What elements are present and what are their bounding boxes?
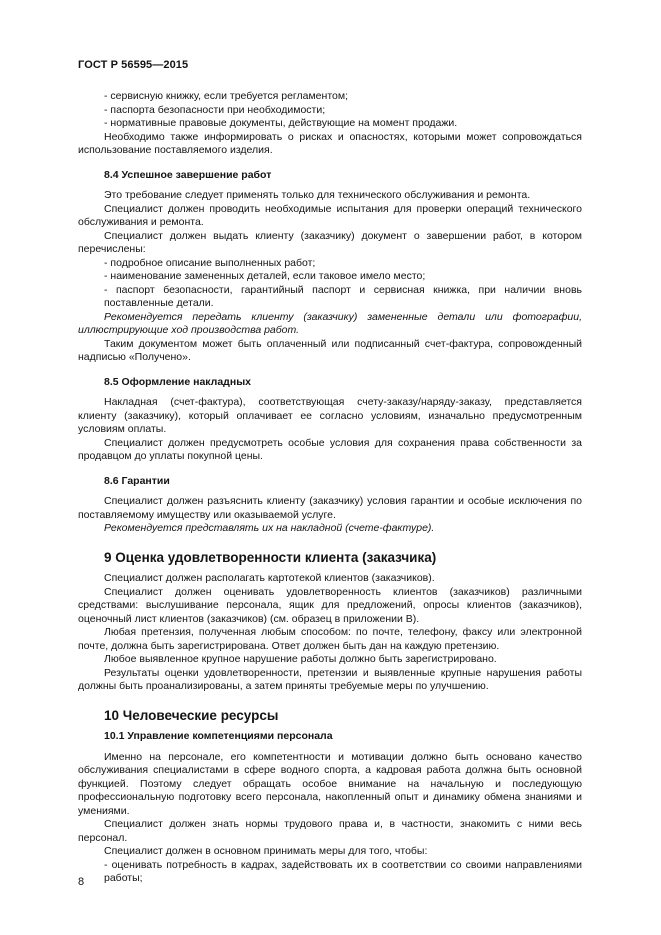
paragraph: Специалист должен оценивать удовлетворенность клиентов (заказчиков) различными средствами: выслушивание персонала, ящик для предложений, опросы клиентов (заказчиков), оценочный лист клиентов (заказчиков) (см. образец в приложении В). bbox=[78, 585, 582, 625]
section-heading-9: 9 Оценка удовлетворенности клиента (заказчика) bbox=[104, 549, 437, 565]
paragraph: Необходимо также информировать о рисках и опасностях, которыми может сопровождаться использование поставляемого изделия. bbox=[78, 130, 582, 156]
list-item: - паспорта безопасности при необходимости; bbox=[104, 103, 326, 116]
paragraph: Специалист должен в основном принимать меры для того, чтобы: bbox=[104, 845, 428, 857]
paragraph: Специалист должен располагать картотекой клиентов (заказчиков). bbox=[104, 572, 435, 584]
paragraph: Специалист должен проводить необходимые испытания для проверки операций технического обслуживания и ремонта. bbox=[78, 202, 582, 228]
list-item: - оценивать потребность в кадрах, задействовать их в соответствии со своими направлениями работы; bbox=[104, 858, 582, 884]
list-item: - подробное описание выполненных работ; bbox=[104, 256, 316, 269]
paragraph: Специалист должен выдать клиенту (заказчику) документ о завершении работ, в котором перечислены: bbox=[78, 229, 582, 255]
italic-recommendation: Рекомендуется передать клиенту (заказчику) замененные детали или фотографии, иллюстрирующие ход производства работ. bbox=[78, 310, 582, 336]
section-heading-10: 10 Человеческие ресурсы bbox=[104, 707, 279, 723]
italic-recommendation: Рекомендуется представлять их на накладной (счете-фактуре). bbox=[104, 522, 435, 534]
paragraph: Это требование следует применять только для технического обслуживания и ремонта. bbox=[104, 189, 531, 201]
paragraph: Любое выявленное крупное нарушение работы должно быть зарегистрировано. bbox=[104, 653, 497, 665]
paragraph: Таким документом может быть оплаченный или подписанный счет-фактура, сопровожденный надписью «Получено». bbox=[78, 337, 582, 363]
page-body bbox=[78, 90, 582, 886]
paragraph: Специалист должен разъяснить клиенту (заказчику) условия гарантии и особые исключения по поставляемому имуществу или оказываемой услуге. bbox=[78, 495, 582, 521]
section-heading-8-4: 8.4 Успешное завершение работ bbox=[104, 168, 272, 181]
paragraph: Специалист должен предусмотреть особые условия для сохранения права собственности за продавцом до уплаты покупной цены. bbox=[78, 436, 582, 462]
section-heading-8-6: 8.6 Гарантии bbox=[104, 474, 170, 487]
paragraph: Именно на персонале, его компетентности и мотивации должно быть основано качество обслуживания специалистами в сфере водного спорта, а кадровая работа должна быть основной функцией. Поэтому следует обращать особое внимание на начальную и последующую профессиональную подготовку всего персонала, накопленный опыт и динамику обмена знаниями и умениями. bbox=[78, 750, 582, 817]
section-heading-10-1: 10.1 Управление компетенциями персонала bbox=[104, 730, 333, 742]
paragraph: Любая претензия, полученная любым способом: по почте, телефону, факсу или электронной почте, должна быть зарегистрирована. Ответ должен быть дан на каждую претензию. bbox=[78, 626, 582, 652]
paragraph: Результаты оценки удовлетворенности, претензии и выявленные крупные нарушения работы должны быть проанализированы, а затем приняты требуемые меры по улучшению. bbox=[78, 666, 582, 692]
paragraph: Специалист должен знать нормы трудового права и, в частности, знакомить с ними весь персонал. bbox=[78, 818, 582, 844]
document-header-code: ГОСТ Р 56595—2015 bbox=[78, 59, 189, 71]
page-number: 8 bbox=[78, 876, 85, 888]
list-item: - наименование замененных деталей, если таковое имело место; bbox=[104, 270, 426, 282]
list-item: - нормативные правовые документы, действующие на момент продажи. bbox=[104, 117, 458, 129]
paragraph: Накладная (счет-фактура), соответствующая счету-заказу/наряду-заказу, представляется клиенту (заказчику), который оплачивает ее согласно условиям, изначально предусмотренным условиям оплаты. bbox=[78, 396, 582, 435]
list-item: - паспорт безопасности, гарантийный паспорт и сервисная книжка, при наличии вновь поставленные детали. bbox=[104, 283, 582, 309]
section-heading-8-5: 8.5 Оформление накладных bbox=[104, 375, 251, 388]
list-item: - сервисную книжку, если требуется регламентом; bbox=[104, 90, 348, 102]
